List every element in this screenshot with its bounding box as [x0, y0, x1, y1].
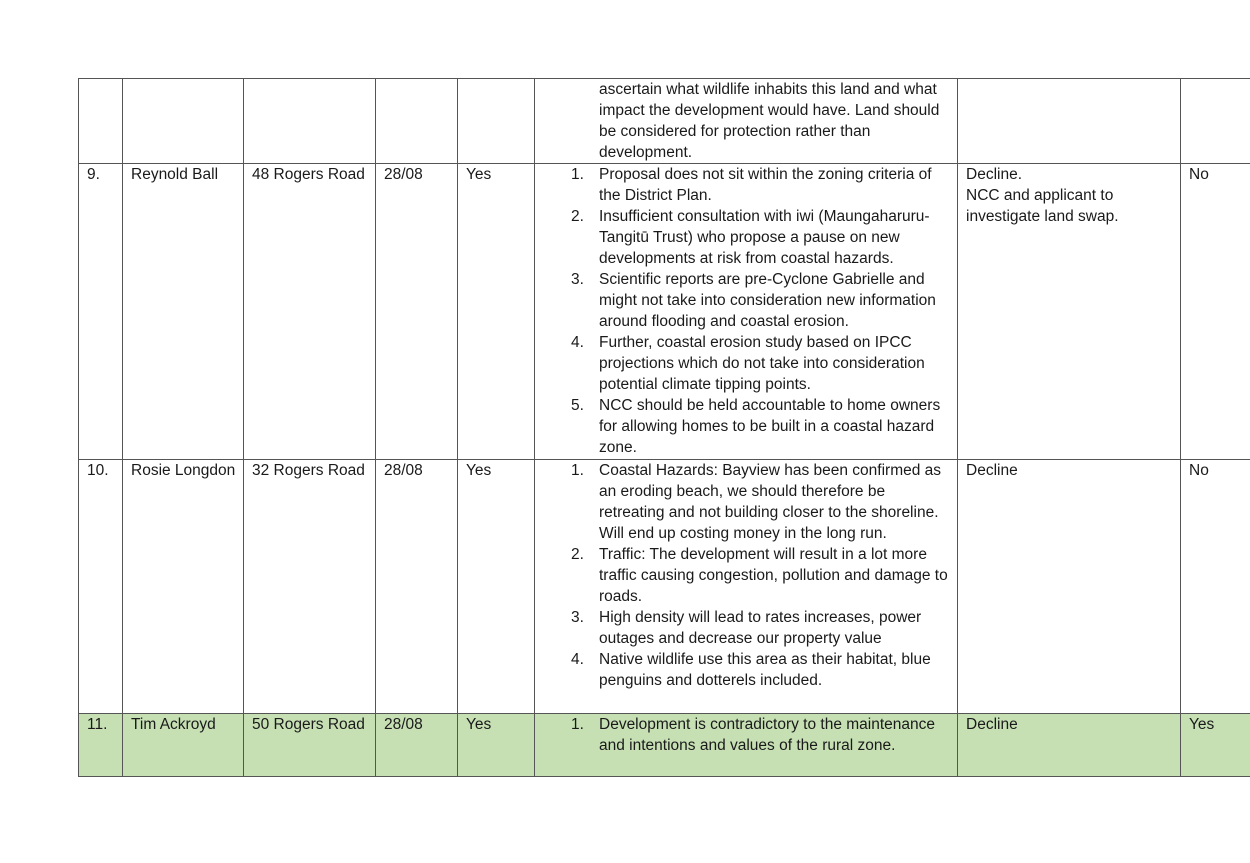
wishes-to-be-heard — [458, 79, 535, 164]
issue-number: 4. — [571, 651, 584, 668]
submissions-table — [78, 78, 1250, 777]
issue-text: Proposal does not sit within the zoning criteria of the District Plan. — [599, 166, 932, 204]
wishes-to-be-heard: Yes — [458, 714, 535, 777]
issue-number: 4. — [571, 334, 584, 351]
recommendation — [958, 164, 1181, 460]
submitter-name — [123, 79, 244, 164]
issue-text: Insufficient consultation with iwi (Maungaharuru-Tangitū Trust) who propose a pause on new developments at risk from coastal hazards. — [599, 208, 930, 267]
submission-date: 28/08 — [376, 164, 458, 460]
flag-cell — [1181, 79, 1250, 164]
submission-date — [376, 79, 458, 164]
issue-number: 1. — [571, 462, 584, 479]
submission-date: 28/08 — [376, 714, 458, 777]
recommendation-line: NCC and applicant to investigate land swap. — [966, 187, 1119, 225]
issue-number: 3. — [571, 609, 584, 626]
flag-cell: No — [1181, 460, 1250, 714]
issue-text: Scientific reports are pre-Cyclone Gabrielle and might not take into consideration new information around flooding and coastal erosion. — [599, 271, 936, 330]
submission-date: 28/08 — [376, 460, 458, 714]
recommendation-line: Decline — [966, 716, 1018, 733]
flag-cell: Yes — [1181, 714, 1250, 777]
flag-cell: No — [1181, 164, 1250, 460]
wishes-to-be-heard: Yes — [458, 460, 535, 714]
submitter-name: Rosie Longdon — [123, 460, 244, 714]
issue-item — [543, 714, 951, 756]
recommendation — [958, 79, 1181, 164]
submitter-name: Reynold Ball — [123, 164, 244, 460]
table-row — [79, 460, 1250, 714]
recommendation — [958, 460, 1181, 714]
issue-list — [543, 164, 951, 458]
issue-item — [543, 395, 951, 458]
issue-number: 3. — [571, 271, 584, 288]
recommendation — [958, 714, 1181, 777]
submission-number: 11. — [79, 714, 123, 777]
issue-text: Traffic: The development will result in a lot more traffic causing congestion, pollution and damage to roads. — [599, 546, 948, 605]
issue-number: 1. — [571, 166, 584, 183]
comment-continuation: ascertain what wildlife inhabits this land and what impact the development would have. Land should be considered for protection rather than development. — [599, 81, 940, 161]
issue-text: Further, coastal erosion study based on IPCC projections which do not take into consideration potential climate tipping points. — [599, 334, 925, 393]
issue-text: NCC should be held accountable to home owners for allowing homes to be built in a coastal hazard zone. — [599, 397, 941, 456]
submission-comments — [535, 714, 958, 777]
submitter-address: 48 Rogers Road — [244, 164, 376, 460]
issue-item — [543, 607, 951, 649]
submitter-address — [244, 79, 376, 164]
table-row-highlighted — [79, 714, 1250, 777]
issue-item — [543, 544, 951, 607]
issue-text: Development is contradictory to the maintenance and intentions and values of the rural zone. — [599, 716, 936, 754]
issue-list — [543, 714, 951, 756]
issue-item — [543, 649, 951, 691]
submission-comments — [535, 79, 958, 164]
issue-item — [543, 164, 951, 206]
recommendation-line: Decline — [966, 462, 1018, 479]
submitter-name: Tim Ackroyd — [123, 714, 244, 777]
issue-text: High density will lead to rates increases, power outages and decrease our property value — [599, 609, 922, 647]
recommendation-line: Decline. — [966, 166, 1022, 183]
table-row — [79, 79, 1250, 164]
table-row — [79, 164, 1250, 460]
issue-item — [543, 206, 951, 269]
issue-number: 2. — [571, 546, 584, 563]
submission-number — [79, 79, 123, 164]
submitter-address: 32 Rogers Road — [244, 460, 376, 714]
issue-item — [543, 460, 951, 544]
issue-text: Native wildlife use this area as their habitat, blue penguins and dotterels included. — [599, 651, 931, 689]
submitter-address: 50 Rogers Road — [244, 714, 376, 777]
submission-number: 10. — [79, 460, 123, 714]
issue-list — [543, 460, 951, 691]
issue-text: Coastal Hazards: Bayview has been confirmed as an eroding beach, we should therefore be retreating and not building closer to the shoreline. Will end up costing money in the long run. — [599, 462, 942, 542]
issue-item — [543, 269, 951, 332]
submission-comments — [535, 460, 958, 714]
issue-number: 2. — [571, 208, 584, 225]
issue-number: 1. — [571, 716, 584, 733]
issue-number: 5. — [571, 397, 584, 414]
issue-item — [543, 332, 951, 395]
submission-comments — [535, 164, 958, 460]
submission-number: 9. — [79, 164, 123, 460]
wishes-to-be-heard: Yes — [458, 164, 535, 460]
